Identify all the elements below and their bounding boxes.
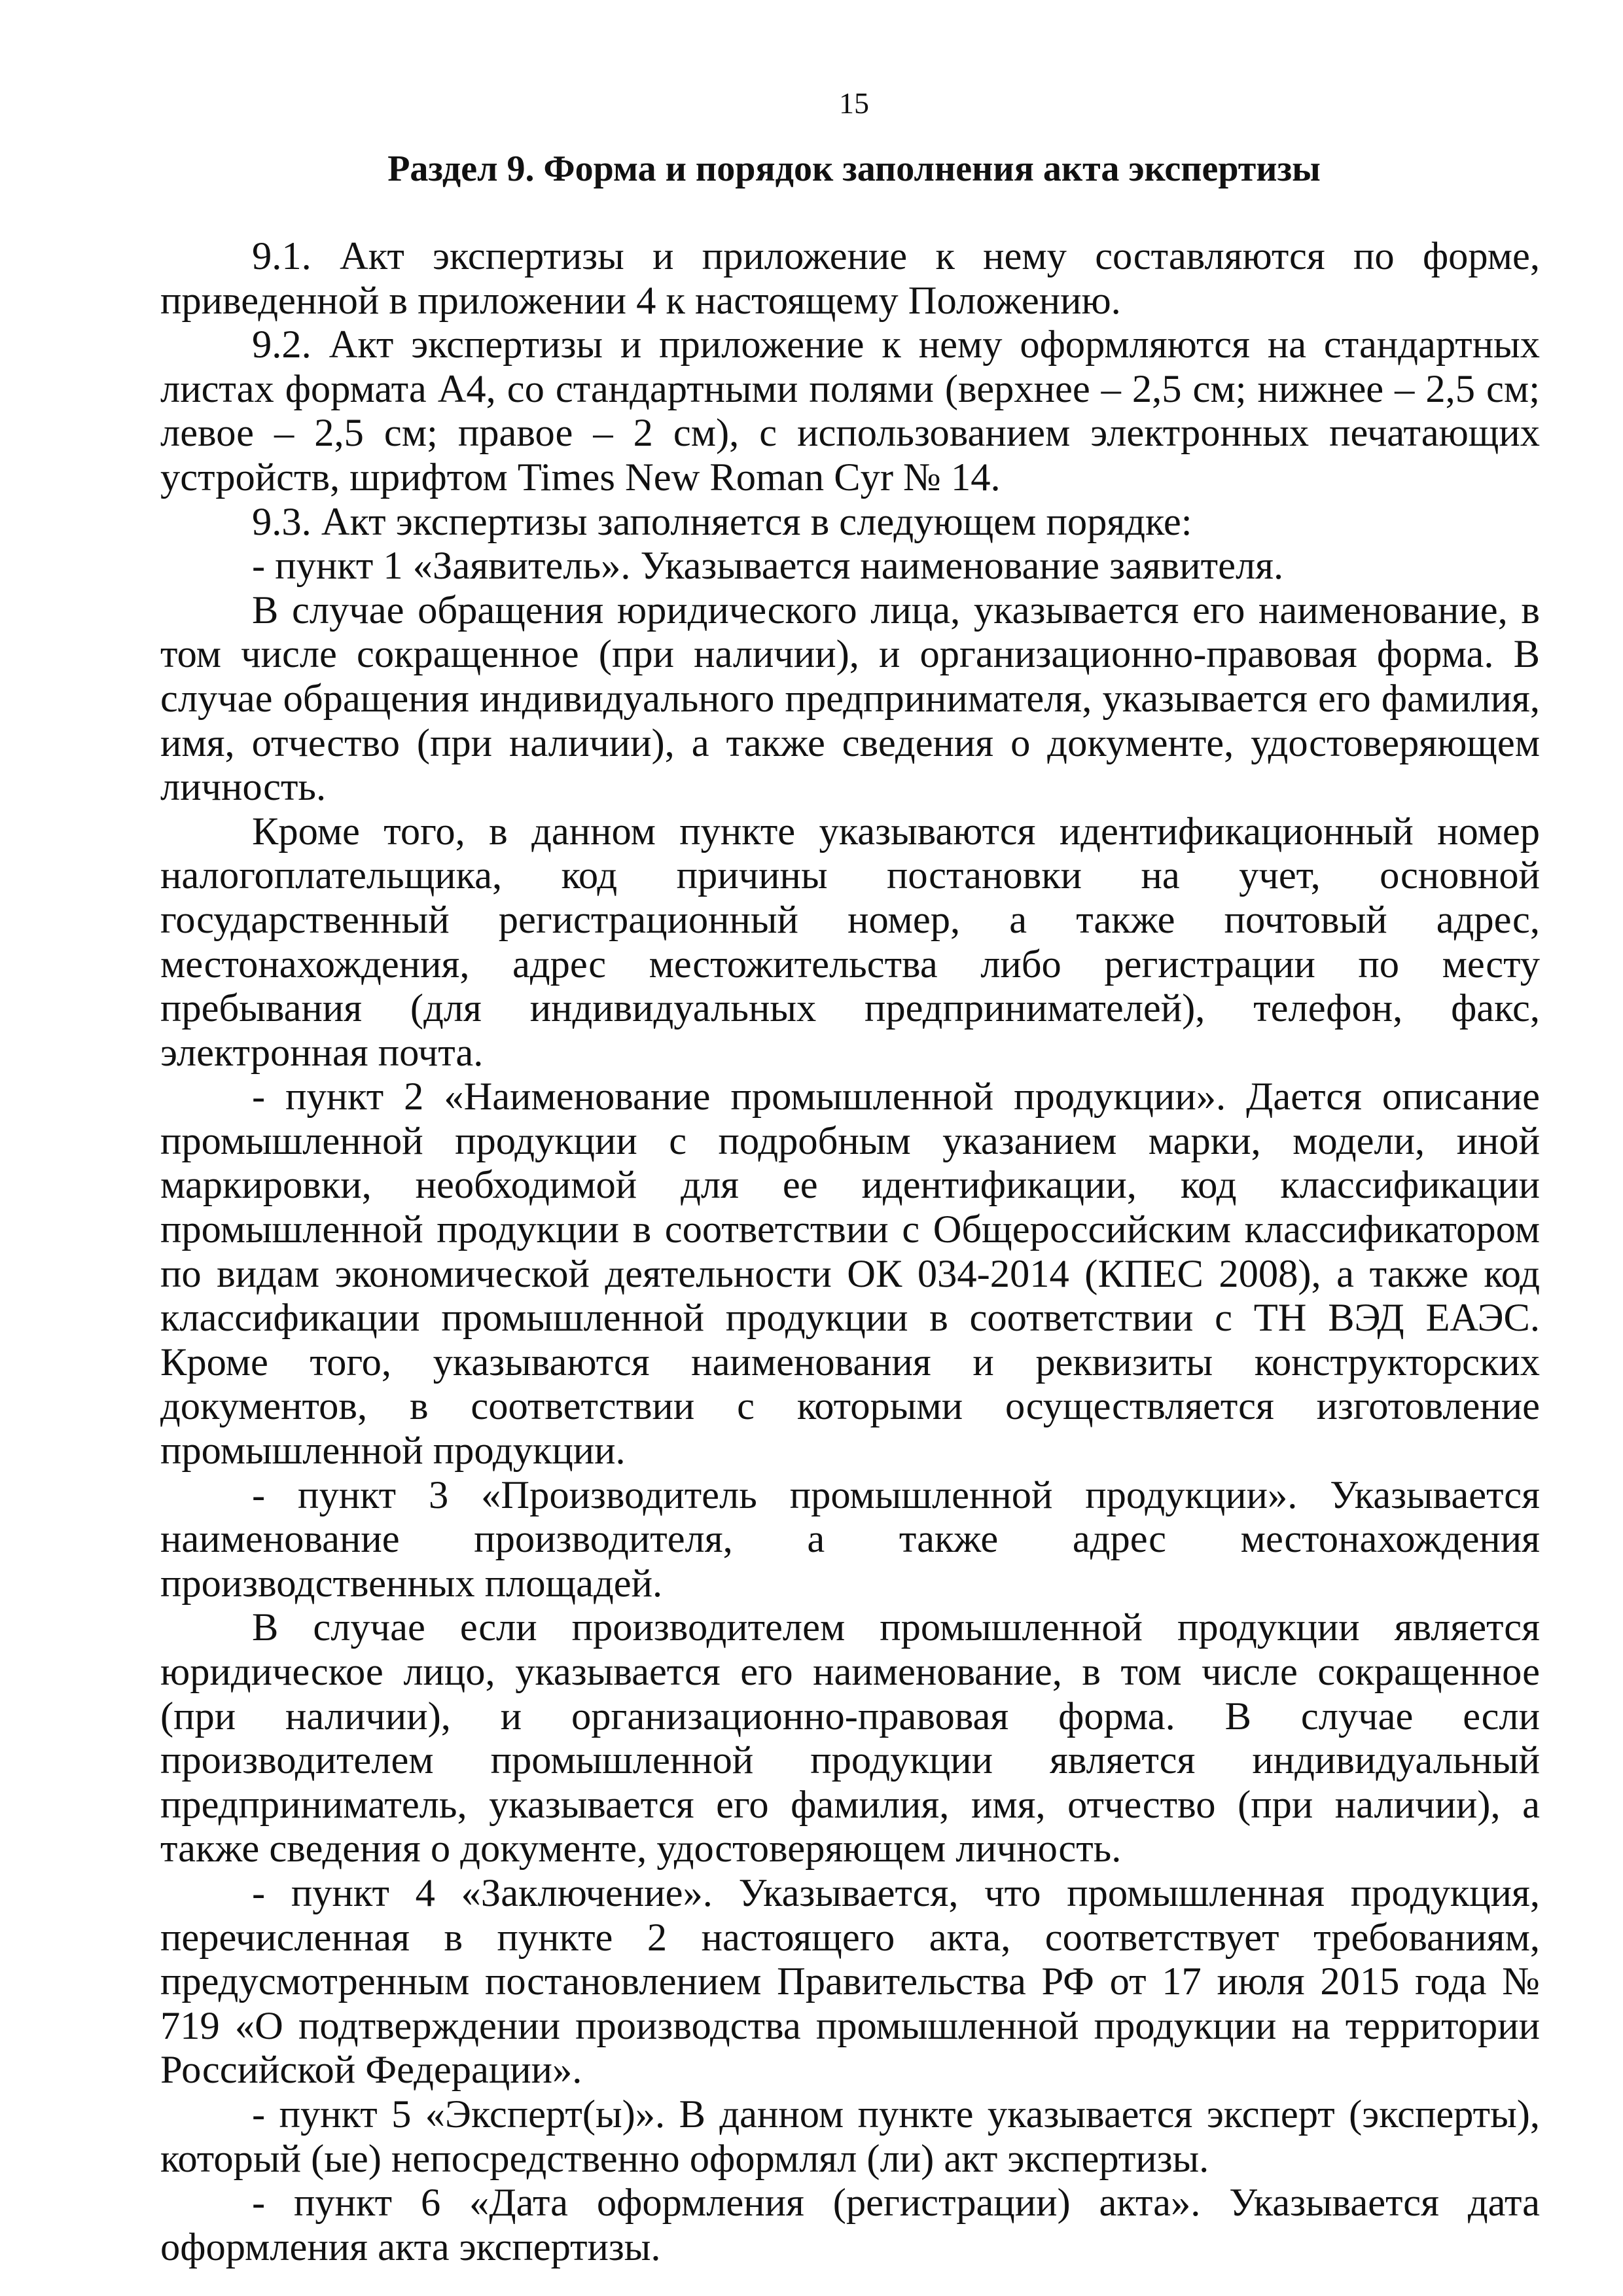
- paragraph-item-2: - пункт 2 «Наименование промышленной продукции». Дается описание промышленной продукции с подробным указанием марки, модели, иной маркировки, необходимой для ее идентификации, код классификации промышленной продукции в соответствии с Общероссийским классификатором по видам экономической деятельности ОК 034-2014 (КПЕС 2008), а также код классификации промышленной продукции в соответствии с ТН ВЭД ЕАЭС. Кроме того, указываются наименования и реквизиты конструкторских документов, в соответствии с которыми осуществляется изготовление промышленной продукции.: [160, 1075, 1540, 1473]
- paragraph-item-1: - пункт 1 «Заявитель». Указывается наименование заявителя.: [252, 544, 1284, 588]
- paragraph-item-6: - пункт 6 «Дата оформления (регистрации) акта». Указывается дата оформления акта экспертизы.: [160, 2181, 1540, 2269]
- paragraph-9-2: 9.2. Акт экспертизы и приложение к нему оформляются на стандартных листах формата А4, со стандартными полями (верхнее – 2,5 см; нижнее – 2,5 см; левое – 2,5 см; правое – 2 см), с использованием электронных печатающих устройств, шрифтом Times New Roman Cyr № 14.: [160, 323, 1540, 499]
- paragraph-item-1-details: Кроме того, в данном пункте указываются идентификационный номер налогоплательщика, код причины постановки на учет, основной государственный регистрационный номер, а также почтовый адрес, местонахождения, адрес местожительства либо регистрации по месту пребывания (для индивидуальных предпринимателей), телефон, факс, электронная почта.: [160, 809, 1540, 1075]
- paragraph-item-1-legal-entity: В случае обращения юридического лица, указывается его наименование, в том числе сокращенное (при наличии), и организационно-правовая форма. В случае обращения индивидуального предпринимателя, указывается его фамилия, имя, отчество (при наличии), а также сведения о документе, удостоверяющем личность.: [160, 588, 1540, 810]
- paragraph-9-3: 9.3. Акт экспертизы заполняется в следующем порядке:: [252, 499, 1192, 544]
- paragraph-9-1: 9.1. Акт экспертизы и приложение к нему составляются по форме, приведенной в приложении 4 к настоящему Положению.: [160, 234, 1540, 323]
- document-body: [160, 234, 1540, 2269]
- paragraph-item-3-details: В случае если производителем промышленной продукции является юридическое лицо, указывается его наименование, в том числе сокращенное (при наличии), и организационно-правовая форма. В случае если производителем промышленной продукции является индивидуальный предприниматель, указывается его фамилия, имя, отчество (при наличии), а также сведения о документе, удостоверяющем личность.: [160, 1605, 1540, 1871]
- section-heading: Раздел 9. Форма и порядок заполнения акта экспертизы: [387, 149, 1321, 189]
- page-number: 15: [839, 86, 869, 120]
- paragraph-item-3: - пункт 3 «Производитель промышленной продукции». Указывается наименование производителя, а также адрес местонахождения производственных площадей.: [160, 1473, 1540, 1605]
- paragraph-item-4: - пункт 4 «Заключение». Указывается, что промышленная продукция, перечисленная в пункте 2 настоящего акта, соответствует требованиям, предусмотренным постановлением Правительства РФ от 17 июля 2015 года № 719 «О подтверждении производства промышленной продукции на территории Российской Федерации».: [160, 1871, 1540, 2092]
- paragraph-item-5: - пункт 5 «Эксперт(ы)». В данном пункте указывается эксперт (эксперты), который (ые) непосредственно оформлял (ли) акт экспертизы.: [160, 2092, 1540, 2181]
